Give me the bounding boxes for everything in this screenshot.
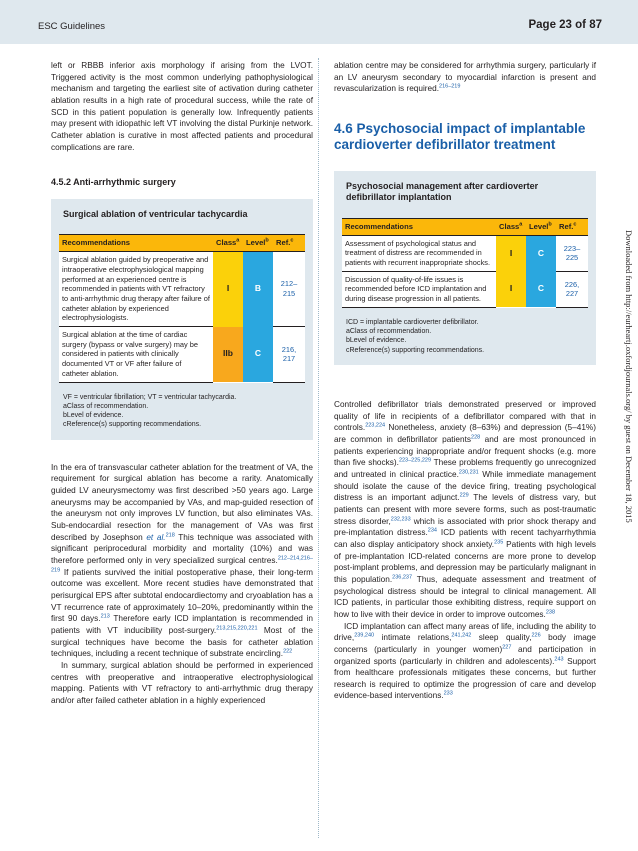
level-badge: C: [243, 327, 273, 383]
class-badge: I: [213, 252, 243, 327]
header-class: Class$^a$: [213, 235, 243, 252]
citation[interactable]: 239,240: [354, 632, 375, 639]
table-title: Surgical ablation of ventricular tachycardia: [63, 208, 248, 219]
download-note[interactable]: Downloaded from http://eurheartj.oxfordjournals.org/ by guest on December 18, 2015: [624, 230, 634, 523]
citation[interactable]: 226: [531, 632, 541, 639]
citation[interactable]: 233: [443, 690, 453, 697]
table-header-row: [59, 235, 305, 252]
footnote-c: cReference(s) supporting recommendations.: [346, 346, 485, 354]
header-level: Level$^b$: [526, 218, 556, 235]
citation[interactable]: 222: [283, 648, 293, 655]
citation[interactable]: 243: [554, 655, 564, 662]
page-header: [0, 0, 638, 44]
section-heading: 4.6 Psychosocial impact of implantable cardioverter defibrillator treatment: [334, 120, 586, 152]
left-column: [51, 60, 313, 707]
citation[interactable]: 230,231: [458, 469, 479, 476]
citation[interactable]: 228: [471, 434, 481, 441]
table-header-row: [342, 218, 588, 235]
header-recommendations: Recommendations: [342, 218, 496, 235]
table-row: [342, 271, 588, 307]
footnote-b: bLevel of evidence.: [346, 337, 407, 345]
header-recommendations: Recommendations: [59, 235, 213, 252]
continued-paragraph: ablation centre may be considered for arrhythmia surgery, particularly if an LV aneurysm secondary to myocardial infarction is present and revascularization is required.$^{216-219}$: [334, 61, 596, 94]
citation[interactable]: 213,215,220,221: [216, 625, 258, 632]
recommendation-text: Surgical ablation at the time of cardiac surgery (bypass or valve surgery) may be considered in patients with clinically documented VT or VF after failure of catheter ablation.: [59, 327, 213, 383]
body-paragraph: Controlled defibrillator trials demonstrated preserved or improved quality of life in recipients of a defibrillator compared with that in controls.$^{223,224}$ Nonetheless, anxiety (8–63%) and depression (5–41%) are common in defibrillator patients$^{228}$ and are most pronounced in patients experiencing inappropriate and/or frequent shocks (e.g. more than five shocks).$^{223-225,229}$ These problems frequently go unrecognized and untreated in clinical practice.$^{230,231}$ While immediate management should isolate the cause of the device firing, treating psychological distress is an important adjunct.$^{229}$ The levels of distress vary, but patients can present with more severe forms, such as post-traumatic stress disorder,$^{232,233}$ which is associated with prior shock therapy and pre-implantation distress.$^{234}$ ICD patients with recent tachyarrhythmia can also display anticipatory shock anxiety.$^{235}$ Patients with high levels of pre-implantation ICD-related concerns are more prone to develop post-implant problems, and depression may be particularly malignant in this population.$^{236,237}$ Thus, adequate assessment and treatment of psychological distress should be integral to clinical management. All ICD patients, in particular those exhibiting distress, require support on how to live with their device in order to improve outcomes.$^{238}$: [334, 400, 597, 619]
level-badge: B: [243, 252, 273, 327]
citation[interactable]: 235: [494, 539, 504, 546]
download-watermark: [618, 230, 638, 650]
body-paragraph: In the era of transvascular catheter ablation for the treatment of VA, the requirement for surgical ablation has become a rarity. Anatomically guided LV aneurysmectomy was first described >50 years ago. Large aneurysms may be accompanied by VAs, and map-guided resection of the aneurysm not only improves LV function, but also eliminates VAs. Sub-endocardial resection for the management of VAs was first described by Josephson et al.$^{218}$ This technique was associated with significant periprocedural morbidity and mortality (10%) and was therefore performed only in very specialized surgical centres.$^{212-214,216-219}$ If patients survived the initial postoperative phase, their long-term outcome was excellent. More recent studies have demonstrated that perisurgical EPS after subtotal endocardiectomy and cryoablation has a VT recurrence rate of approximately 10–20%, predominantly within the first 90 days.$^{213}$ Therefore early ICD implantation is recommended in patients with VT inducibility post-surgery.$^{213,215,220,221}$ Most of the surgical techniques have become the basis for catheter ablation techniques, including a recent technique of substrate encircling.$^{222}$: [51, 462, 313, 659]
reference-link[interactable]: 216, 217: [273, 327, 305, 383]
footnote-abbrev: ICD = implantable cardioverter defibrillator.: [346, 318, 479, 326]
table-row: [342, 235, 588, 271]
table-footnotes: [342, 308, 588, 355]
body-paragraph: In summary, surgical ablation should be performed in experienced centres with preoperative and intraoperative electrophysiological mapping. Patients with VT refractory to anti-arrhythmic drug therapy and/or after failed catheter ablation in a highly experienced: [51, 660, 313, 705]
recommendation-table-surgical-ablation: [51, 199, 313, 440]
footnote-a: aClass of recommendation.: [63, 402, 149, 410]
class-badge: I: [496, 235, 526, 271]
citation[interactable]: 236,237: [392, 574, 413, 581]
citation[interactable]: 213: [100, 613, 110, 620]
table-footnotes: [59, 383, 305, 430]
subsection-heading: 4.5.2 Anti-arrhythmic surgery: [51, 177, 176, 188]
citation[interactable]: 232,233: [390, 515, 411, 522]
header-class: Class$^a$: [496, 218, 526, 235]
citation[interactable]: 223,224: [365, 422, 386, 429]
recommendation-table: [59, 234, 305, 382]
citation[interactable]: 229: [459, 492, 469, 499]
class-badge: I: [496, 271, 526, 307]
header-ref: Ref.$^c$: [556, 218, 588, 235]
header-ref: Ref.$^c$: [273, 235, 305, 252]
recommendation-table: [342, 218, 588, 308]
citation[interactable]: 216–219: [439, 83, 461, 90]
recommendation-text: Discussion of quality-of-life issues is recommended before ICD implantation and during disease progression in all patients.: [342, 271, 496, 307]
reference-link[interactable]: 226, 227: [556, 271, 588, 307]
body-paragraph: ICD implantation can affect many areas of life, including the ability to drive,$^{239,240}$ intimate relations,$^{241,242}$ sleep quality,$^{226}$ body image concerns (particularly in younger women)$^{227}$ and participation in organized sports (particularly in children and adolescents).$^{243}$ Support from healthcare professionals mitigates these concerns, but further research is required to optimize the progression of care and develop evidence-based interventions.$^{233}$: [334, 621, 596, 701]
reference-link[interactable]: 223–225: [556, 235, 588, 271]
journal-section-label: ESC Guidelines: [38, 21, 106, 32]
recommendation-table-psychosocial: [334, 171, 596, 365]
citation[interactable]: 238: [545, 609, 556, 616]
recommendation-text: Surgical ablation guided by preoperative and intraoperative electrophysiological mapping performed at an experienced centre is recommended in patients with VT refractory to anti-arrhythmic drug therapy after failure of catheter ablation by experienced electrophysiologists.: [59, 252, 213, 327]
footnote-b: bLevel of evidence.: [63, 412, 124, 420]
column-divider: [318, 58, 319, 838]
recommendation-text: Assessment of psychological status and treatment of distress are recommended in patients with recurrent inappropriate shocks.: [342, 235, 496, 271]
page-number: Page 23 of 87: [528, 19, 602, 31]
level-badge: C: [526, 271, 556, 307]
table-row: [59, 252, 305, 327]
footnote-a: aClass of recommendation.: [346, 328, 432, 336]
footnote-c: cReference(s) supporting recommendations.: [63, 421, 202, 429]
citation[interactable]: 234: [427, 527, 437, 534]
right-column: [334, 60, 596, 702]
intro-paragraph: left or RBBB inferior axis morphology if arising from the LVOT. Triggered activity is the most common underlying pathophysiological mechanism and targeting the earliest site of activation during catheter ablation results in a high rate of procedural success, while the rate of SCD in this patient population is generally low. Infrequently patients may present with idiopathic left VT involving the distal Purkinje network. Catheter ablation is curative in most affected patients and procedural complications are rare.: [51, 61, 313, 152]
header-level: Level$^b$: [243, 235, 273, 252]
reference-link[interactable]: 212–215: [273, 252, 305, 327]
class-badge: IIb: [213, 327, 243, 383]
citation[interactable]: 241,242: [451, 632, 472, 639]
citation[interactable]: 212–214,216–219: [51, 555, 313, 573]
table-row: [59, 327, 305, 383]
table-title: Psychosocial management after cardioverter defibrillator implantation: [346, 180, 539, 203]
citation[interactable]: 223–225,229: [398, 457, 432, 464]
footnote-abbrev: VF = ventricular fibrillation; VT = ventricular tachycardia.: [63, 393, 237, 401]
level-badge: C: [526, 235, 556, 271]
citation[interactable]: 218: [165, 531, 175, 538]
citation[interactable]: 227: [502, 644, 512, 651]
